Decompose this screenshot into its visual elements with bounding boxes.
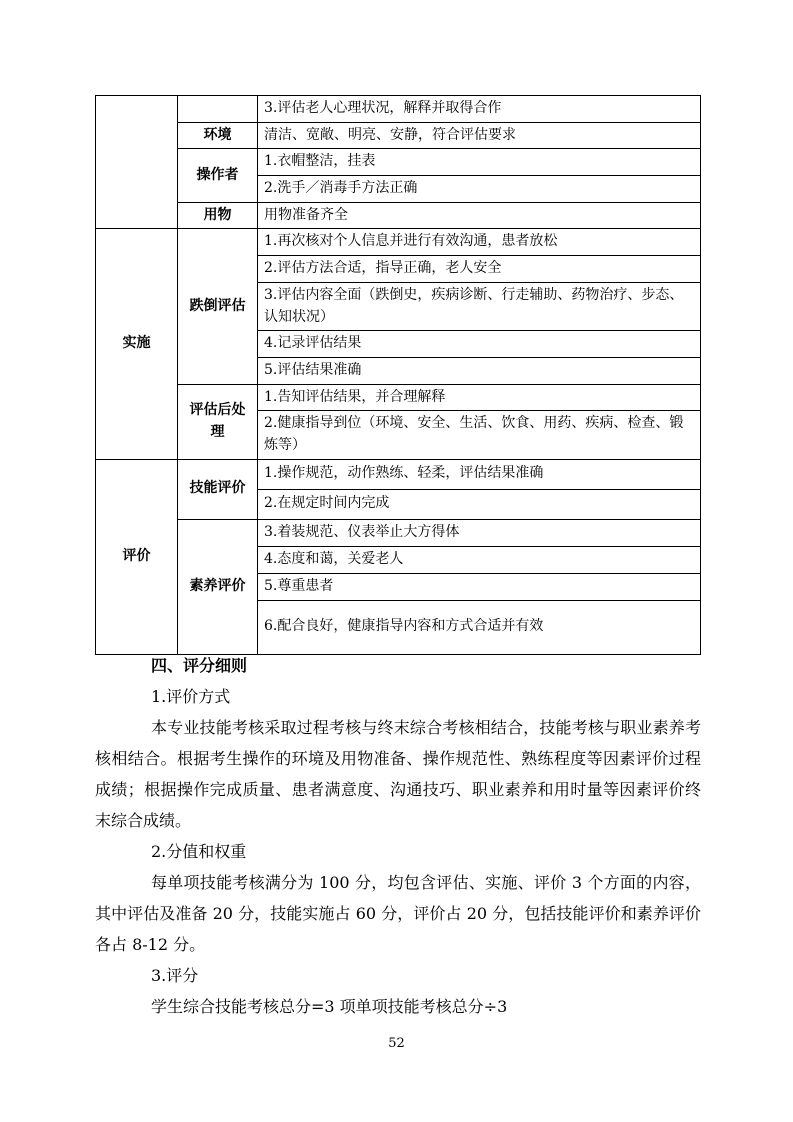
criteria-cell: 4.态度和蔼，关爱老人 bbox=[258, 546, 701, 573]
subcategory-cell-quality-eval: 素养评价 bbox=[178, 519, 258, 654]
sub-item-evaluation-method: 1.评价方式 bbox=[151, 687, 231, 706]
sub-item-scoring: 3.评分 bbox=[151, 966, 199, 985]
criteria-cell: 5.评估结果准确 bbox=[258, 357, 701, 384]
criteria-cell: 用物准备齐全 bbox=[258, 202, 701, 229]
criteria-cell: 5.尊重患者 bbox=[258, 573, 701, 600]
group-cell-evaluate: 评价 bbox=[96, 459, 178, 654]
subcategory-cell-fall-assessment: 跌倒评估 bbox=[178, 229, 258, 384]
criteria-cell: 2.评估方法合适，指导正确，老人安全 bbox=[258, 256, 701, 283]
criteria-cell: 2.洗手／消毒手方法正确 bbox=[258, 176, 701, 203]
criteria-cell: 1.操作规范，动作熟练、轻柔，评估结果准确 bbox=[258, 459, 701, 489]
group-cell-implement: 实施 bbox=[96, 229, 178, 459]
criteria-cell: 3.评估老人心理状况，解释并取得合作 bbox=[258, 96, 701, 123]
criteria-cell: 清洁、宽敞、明亮、安静，符合评估要求 bbox=[258, 122, 701, 149]
sub-item-score-weight: 2.分值和权重 bbox=[151, 842, 247, 861]
group-cell-continued bbox=[96, 96, 178, 229]
scoring-rules-section bbox=[95, 650, 701, 1022]
criteria-cell: 2.在规定时间内完成 bbox=[258, 489, 701, 519]
subcategory-cell-environment: 环境 bbox=[178, 122, 258, 149]
criteria-cell: 3.着装规范、仪表举止大方得体 bbox=[258, 519, 701, 546]
assessment-criteria-table bbox=[95, 95, 701, 655]
subcategory-cell-continued bbox=[178, 96, 258, 123]
criteria-cell: 3.评估内容全面（跌倒史，疾病诊断、行走辅助、药物治疗、步态、认知状况） bbox=[258, 282, 701, 330]
criteria-cell: 6.配合良好，健康指导内容和方式合适并有效 bbox=[258, 600, 701, 654]
criteria-cell: 2.健康指导到位（环境、安全、生活、饮食、用药、疾病、检查、锻炼等） bbox=[258, 411, 701, 459]
paragraph-evaluation-method: 本专业技能考核采取过程考核与终末综合考核相结合，技能考核与职业素养考核相结合。根据考生操作的环境及用物准备、操作规范性、熟练程度等因素评价过程成绩；根据操作完成质量、患者满意度、沟通技巧、职业素养和用时量等因素评价终末综合成绩。 bbox=[95, 718, 701, 830]
criteria-cell: 1.告知评估结果，并合理解释 bbox=[258, 384, 701, 411]
section-heading: 四、评分细则 bbox=[151, 656, 248, 675]
subcategory-cell-post-assessment: 评估后处理 bbox=[178, 384, 258, 459]
criteria-cell: 4.记录评估结果 bbox=[258, 331, 701, 358]
paragraph-score-weight: 每单项技能考核满分为 100 分，均包含评估、实施、评价 3 个方面的内容，其中评估及准备 20 分，技能实施占 60 分，评价占 20 分，包括技能评价和素养评价各占 8-12 分。 bbox=[95, 873, 701, 954]
subcategory-cell-supplies: 用物 bbox=[178, 202, 258, 229]
criteria-cell: 1.再次核对个人信息并进行有效沟通，患者放松 bbox=[258, 229, 701, 256]
subcategory-cell-skill-eval: 技能评价 bbox=[178, 459, 258, 519]
paragraph-scoring-formula: 学生综合技能考核总分=3 项单项技能考核总分÷3 bbox=[151, 997, 508, 1016]
subcategory-cell-operator: 操作者 bbox=[178, 149, 258, 202]
page-number: 52 bbox=[388, 1036, 405, 1051]
criteria-cell: 1.衣帽整洁，挂表 bbox=[258, 149, 701, 176]
